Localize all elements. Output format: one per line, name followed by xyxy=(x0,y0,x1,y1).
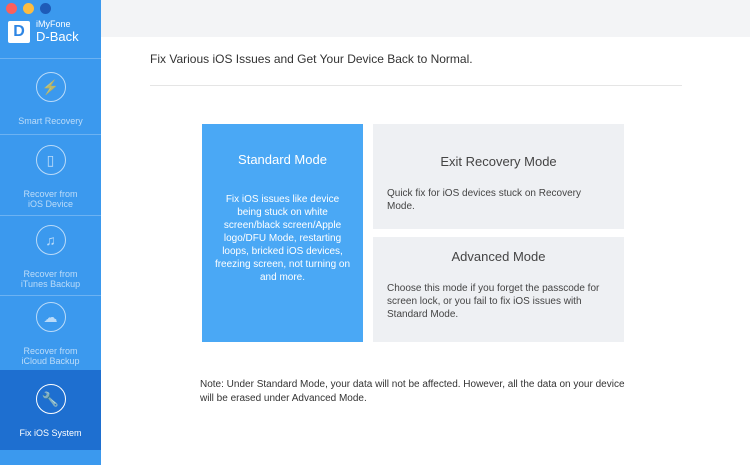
minimize-window-button[interactable] xyxy=(23,3,34,14)
sidebar-item-label: Recover from iCloud Backup xyxy=(21,346,80,366)
heading-divider xyxy=(150,85,682,86)
sidebar-item-label: Fix iOS System xyxy=(19,428,82,438)
card-title: Standard Mode xyxy=(238,152,327,167)
sidebar xyxy=(0,0,101,465)
sidebar-divider xyxy=(0,215,101,216)
mode-note: Note: Under Standard Mode, your data will not be affected. However, all the data on your device will be erased under Advanced Mode. xyxy=(200,379,625,404)
music-note-icon: ♫ xyxy=(36,225,66,255)
app-brand xyxy=(8,20,79,44)
title-bar xyxy=(101,0,750,37)
advanced-mode-card[interactable] xyxy=(373,237,624,342)
sidebar-item-smart-recovery[interactable] xyxy=(0,72,101,137)
brand-company: iMyFone xyxy=(36,19,71,29)
brand-product: D-Back xyxy=(36,28,79,44)
card-description: Choose this mode if you forget the passcode for screen lock, or you fail to fix iOS issues with Standard Mode. xyxy=(387,283,600,320)
cloud-icon: ☁ xyxy=(36,302,66,332)
phone-icon: ▯ xyxy=(36,145,66,175)
sidebar-divider xyxy=(0,295,101,296)
lightning-icon: ⚡ xyxy=(36,72,66,102)
close-window-button[interactable] xyxy=(6,3,17,14)
exit-recovery-mode-card[interactable] xyxy=(373,124,624,229)
card-title: Exit Recovery Mode xyxy=(440,154,557,169)
app-logo: D xyxy=(8,21,30,43)
sidebar-item-label: Recover from iOS Device xyxy=(23,189,78,209)
sidebar-item-recover-itunes[interactable] xyxy=(0,225,101,295)
sidebar-divider xyxy=(0,134,101,135)
sidebar-item-recover-icloud[interactable] xyxy=(0,302,101,370)
page-title: Fix Various iOS Issues and Get Your Device Back to Normal. xyxy=(150,52,473,66)
sidebar-divider xyxy=(0,58,101,59)
wrench-icon: 🔧 xyxy=(36,384,66,414)
card-title: Advanced Mode xyxy=(451,249,546,264)
sidebar-item-label: Recover from iTunes Backup xyxy=(20,269,81,289)
card-description: Quick fix for iOS devices stuck on Recovery Mode. xyxy=(387,188,581,212)
card-description: Fix iOS issues like device being stuck on white screen/black screen/Apple logo/DFU Mode, restarting loops, bricked iOS devices, freezing screen, not turning on and more. xyxy=(214,194,351,283)
maximize-window-button[interactable] xyxy=(40,3,51,14)
sidebar-item-fix-ios-system[interactable] xyxy=(0,370,101,450)
window-controls xyxy=(6,3,51,14)
standard-mode-card[interactable] xyxy=(202,124,363,342)
sidebar-item-recover-ios-device[interactable] xyxy=(0,145,101,215)
sidebar-item-label: Smart Recovery xyxy=(18,116,83,126)
